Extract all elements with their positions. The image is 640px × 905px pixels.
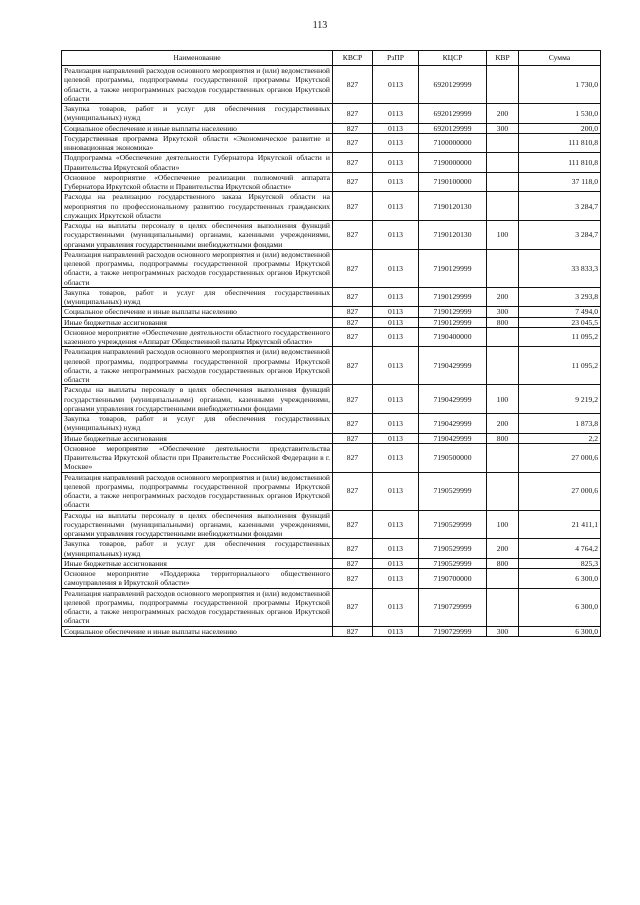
rzpr-cell: 0113 bbox=[373, 104, 419, 124]
table-row bbox=[62, 307, 601, 317]
name-cell: Подпрограмма «Обеспечение деятельности Губернатора Иркутской области и Правительства Иркутской области» bbox=[62, 153, 333, 173]
name-cell: Закупка товаров, работ и услуг для обеспечения государственных (муниципальных) нужд bbox=[62, 539, 333, 559]
kvsr-cell: 827 bbox=[333, 153, 373, 173]
table-row bbox=[62, 133, 601, 153]
rzpr-cell: 0113 bbox=[373, 192, 419, 221]
name-cell: Закупка товаров, работ и услуг для обеспечения государственных (муниципальных) нужд bbox=[62, 287, 333, 307]
rzpr-cell: 0113 bbox=[373, 414, 419, 434]
kvr-cell: 800 bbox=[487, 433, 519, 443]
table-row bbox=[62, 433, 601, 443]
rzpr-cell: 0113 bbox=[373, 327, 419, 347]
table-row bbox=[62, 249, 601, 287]
kvr-cell bbox=[487, 172, 519, 192]
name-cell: Иные бюджетные ассигнования bbox=[62, 317, 333, 327]
sum-cell: 3 293,8 bbox=[519, 287, 601, 307]
table-row bbox=[62, 327, 601, 347]
kvr-cell bbox=[487, 153, 519, 173]
table-row bbox=[62, 588, 601, 626]
kvr-cell: 200 bbox=[487, 539, 519, 559]
kvsr-cell: 827 bbox=[333, 347, 373, 385]
sum-cell: 37 118,0 bbox=[519, 172, 601, 192]
rzpr-cell: 0113 bbox=[373, 307, 419, 317]
kvsr-cell: 827 bbox=[333, 414, 373, 434]
table-row bbox=[62, 317, 601, 327]
kcsr-cell: 7190729999 bbox=[419, 626, 487, 636]
sum-cell: 3 284,7 bbox=[519, 221, 601, 250]
name-cell: Основное мероприятие «Обеспечение деятельности областного государственного казенного учреждения «Аппарат Общественной палаты Иркутской области» bbox=[62, 327, 333, 347]
kvsr-cell: 827 bbox=[333, 385, 373, 414]
rzpr-cell: 0113 bbox=[373, 287, 419, 307]
name-cell: Расходы на реализацию государственного заказа Иркутской области на мероприятия по профессиональному развитию государственных гражданских служащих Иркутской области bbox=[62, 192, 333, 221]
kvsr-cell: 827 bbox=[333, 443, 373, 472]
table-row bbox=[62, 569, 601, 589]
rzpr-cell: 0113 bbox=[373, 433, 419, 443]
kcsr-cell: 7190429999 bbox=[419, 414, 487, 434]
sum-cell: 6 300,0 bbox=[519, 626, 601, 636]
name-cell: Реализация направлений расходов основного мероприятия и (или) ведомственной целевой программы, подпрограммы государственной программы Иркутской области, а также непрограммных расходов государственных органов Иркутской области bbox=[62, 249, 333, 287]
kvr-cell: 100 bbox=[487, 221, 519, 250]
sum-cell: 7 494,0 bbox=[519, 307, 601, 317]
kvsr-cell: 827 bbox=[333, 123, 373, 133]
rzpr-cell: 0113 bbox=[373, 123, 419, 133]
kvr-cell: 200 bbox=[487, 104, 519, 124]
sum-cell: 2,2 bbox=[519, 433, 601, 443]
sum-cell: 23 045,5 bbox=[519, 317, 601, 327]
rzpr-cell: 0113 bbox=[373, 172, 419, 192]
kcsr-cell: 7100000000 bbox=[419, 133, 487, 153]
sum-cell: 825,3 bbox=[519, 558, 601, 568]
kvr-cell bbox=[487, 347, 519, 385]
table-row bbox=[62, 192, 601, 221]
kvsr-cell: 827 bbox=[333, 569, 373, 589]
header-rzpr: РзПР bbox=[373, 51, 419, 66]
sum-cell: 200,0 bbox=[519, 123, 601, 133]
table-row bbox=[62, 539, 601, 559]
kcsr-cell: 6920129999 bbox=[419, 104, 487, 124]
name-cell: Основное мероприятие «Обеспечение деятельности представительства Правительства Иркутской области при Правительстве Российской Федерации в г. Москве» bbox=[62, 443, 333, 472]
table-row bbox=[62, 287, 601, 307]
kvsr-cell: 827 bbox=[333, 539, 373, 559]
sum-cell: 11 095,2 bbox=[519, 347, 601, 385]
sum-cell: 6 300,0 bbox=[519, 569, 601, 589]
kcsr-cell: 7190120130 bbox=[419, 192, 487, 221]
kcsr-cell: 7190529999 bbox=[419, 539, 487, 559]
kcsr-cell: 7190429999 bbox=[419, 347, 487, 385]
kvr-cell: 300 bbox=[487, 307, 519, 317]
name-cell: Иные бюджетные ассигнования bbox=[62, 558, 333, 568]
kvr-cell: 100 bbox=[487, 510, 519, 539]
name-cell: Реализация направлений расходов основного мероприятия и (или) ведомственной целевой программы, подпрограммы государственной программы Иркутской области, а также непрограммных расходов государственных органов Иркутской области bbox=[62, 66, 333, 104]
rzpr-cell: 0113 bbox=[373, 347, 419, 385]
kcsr-cell: 7190400000 bbox=[419, 327, 487, 347]
name-cell: Расходы на выплаты персоналу в целях обеспечения выполнения функций государственными (муниципальными) органами, казенными учреждениями, органами управления государственными внебюджетными фондами bbox=[62, 510, 333, 539]
rzpr-cell: 0113 bbox=[373, 443, 419, 472]
kcsr-cell: 7190429999 bbox=[419, 385, 487, 414]
kvsr-cell: 827 bbox=[333, 104, 373, 124]
kvr-cell bbox=[487, 133, 519, 153]
sum-cell: 6 300,0 bbox=[519, 588, 601, 626]
name-cell: Закупка товаров, работ и услуг для обеспечения государственных (муниципальных) нужд bbox=[62, 104, 333, 124]
kvr-cell bbox=[487, 192, 519, 221]
kvsr-cell: 827 bbox=[333, 558, 373, 568]
table-row bbox=[62, 123, 601, 133]
kcsr-cell: 7190129999 bbox=[419, 287, 487, 307]
rzpr-cell: 0113 bbox=[373, 539, 419, 559]
kvr-cell: 300 bbox=[487, 626, 519, 636]
kvsr-cell: 827 bbox=[333, 133, 373, 153]
rzpr-cell: 0113 bbox=[373, 510, 419, 539]
rzpr-cell: 0113 bbox=[373, 472, 419, 510]
kvr-cell: 800 bbox=[487, 317, 519, 327]
kvsr-cell: 827 bbox=[333, 588, 373, 626]
table-row bbox=[62, 385, 601, 414]
rzpr-cell: 0113 bbox=[373, 133, 419, 153]
kvsr-cell: 827 bbox=[333, 472, 373, 510]
kvsr-cell: 827 bbox=[333, 317, 373, 327]
kvsr-cell: 827 bbox=[333, 192, 373, 221]
header-kvsr: КВСР bbox=[333, 51, 373, 66]
kvr-cell bbox=[487, 327, 519, 347]
name-cell: Реализация направлений расходов основного мероприятия и (или) ведомственной целевой программы, подпрограммы государственной программы Иркутской области, а также непрограммных расходов государственных органов Иркутской области bbox=[62, 588, 333, 626]
kcsr-cell: 7190120130 bbox=[419, 221, 487, 250]
kcsr-cell: 6920129999 bbox=[419, 123, 487, 133]
table-row bbox=[62, 558, 601, 568]
rzpr-cell: 0113 bbox=[373, 221, 419, 250]
sum-cell: 4 764,2 bbox=[519, 539, 601, 559]
kcsr-cell: 7190129999 bbox=[419, 249, 487, 287]
rzpr-cell: 0113 bbox=[373, 569, 419, 589]
name-cell: Реализация направлений расходов основного мероприятия и (или) ведомственной целевой программы, подпрограммы государственной программы Иркутской области, а также непрограммных расходов государственных органов Иркутской области bbox=[62, 472, 333, 510]
sum-cell: 21 411,1 bbox=[519, 510, 601, 539]
kvsr-cell: 827 bbox=[333, 249, 373, 287]
kvr-cell bbox=[487, 588, 519, 626]
name-cell: Закупка товаров, работ и услуг для обеспечения государственных (муниципальных) нужд bbox=[62, 414, 333, 434]
sum-cell: 111 810,8 bbox=[519, 133, 601, 153]
name-cell: Реализация направлений расходов основного мероприятия и (или) ведомственной целевой программы, подпрограммы государственной программы Иркутской области, а также непрограммных расходов государственных органов Иркутской области bbox=[62, 347, 333, 385]
page-number: 113 bbox=[312, 20, 328, 31]
kvr-cell bbox=[487, 472, 519, 510]
sum-cell: 1 873,8 bbox=[519, 414, 601, 434]
rzpr-cell: 0113 bbox=[373, 317, 419, 327]
table-header-row bbox=[62, 51, 601, 66]
table-row bbox=[62, 347, 601, 385]
table-row bbox=[62, 104, 601, 124]
table-row bbox=[62, 510, 601, 539]
budget-table bbox=[61, 50, 601, 637]
kcsr-cell: 7190729999 bbox=[419, 588, 487, 626]
kcsr-cell: 7190129999 bbox=[419, 317, 487, 327]
kvr-cell: 200 bbox=[487, 414, 519, 434]
rzpr-cell: 0113 bbox=[373, 249, 419, 287]
kvr-cell bbox=[487, 443, 519, 472]
kcsr-cell: 7190100000 bbox=[419, 172, 487, 192]
kvsr-cell: 827 bbox=[333, 510, 373, 539]
table-row bbox=[62, 472, 601, 510]
kvsr-cell: 827 bbox=[333, 307, 373, 317]
sum-cell: 3 284,7 bbox=[519, 192, 601, 221]
kvr-cell: 100 bbox=[487, 385, 519, 414]
kvr-cell: 800 bbox=[487, 558, 519, 568]
kcsr-cell: 7190429999 bbox=[419, 433, 487, 443]
sum-cell: 1 730,0 bbox=[519, 66, 601, 104]
kvsr-cell: 827 bbox=[333, 433, 373, 443]
table-row bbox=[62, 414, 601, 434]
rzpr-cell: 0113 bbox=[373, 66, 419, 104]
table-row bbox=[62, 443, 601, 472]
sum-cell: 1 530,0 bbox=[519, 104, 601, 124]
header-kvr: КВР bbox=[487, 51, 519, 66]
kvr-cell: 300 bbox=[487, 123, 519, 133]
table-row bbox=[62, 172, 601, 192]
sum-cell: 111 810,8 bbox=[519, 153, 601, 173]
kcsr-cell: 6920129999 bbox=[419, 66, 487, 104]
table-row bbox=[62, 626, 601, 636]
header-sum: Сумма bbox=[519, 51, 601, 66]
rzpr-cell: 0113 bbox=[373, 385, 419, 414]
sum-cell: 27 000,6 bbox=[519, 443, 601, 472]
table-row bbox=[62, 153, 601, 173]
kcsr-cell: 7190700000 bbox=[419, 569, 487, 589]
kcsr-cell: 7190000000 bbox=[419, 153, 487, 173]
name-cell: Социальное обеспечение и иные выплаты населению bbox=[62, 626, 333, 636]
name-cell: Иные бюджетные ассигнования bbox=[62, 433, 333, 443]
table-row bbox=[62, 221, 601, 250]
rzpr-cell: 0113 bbox=[373, 558, 419, 568]
rzpr-cell: 0113 bbox=[373, 153, 419, 173]
sum-cell: 27 000,6 bbox=[519, 472, 601, 510]
kvr-cell bbox=[487, 569, 519, 589]
name-cell: Расходы на выплаты персоналу в целях обеспечения выполнения функций государственными (муниципальными) органами, казенными учреждениями, органами управления государственными внебюджетными фондами bbox=[62, 385, 333, 414]
header-name: Наименование bbox=[62, 51, 333, 66]
sum-cell: 11 095,2 bbox=[519, 327, 601, 347]
header-kcsr: КЦСР bbox=[419, 51, 487, 66]
kcsr-cell: 7190500000 bbox=[419, 443, 487, 472]
kvr-cell: 200 bbox=[487, 287, 519, 307]
kcsr-cell: 7190529999 bbox=[419, 510, 487, 539]
rzpr-cell: 0113 bbox=[373, 588, 419, 626]
table-row bbox=[62, 66, 601, 104]
kcsr-cell: 7190529999 bbox=[419, 558, 487, 568]
kvsr-cell: 827 bbox=[333, 221, 373, 250]
kvsr-cell: 827 bbox=[333, 327, 373, 347]
name-cell: Социальное обеспечение и иные выплаты населению bbox=[62, 123, 333, 133]
kvsr-cell: 827 bbox=[333, 626, 373, 636]
kcsr-cell: 7190529999 bbox=[419, 472, 487, 510]
name-cell: Основное мероприятие «Поддержка территориального общественного самоуправления в Иркутской области» bbox=[62, 569, 333, 589]
kvsr-cell: 827 bbox=[333, 66, 373, 104]
table-body bbox=[62, 66, 601, 637]
kvr-cell bbox=[487, 66, 519, 104]
name-cell: Социальное обеспечение и иные выплаты населению bbox=[62, 307, 333, 317]
kvsr-cell: 827 bbox=[333, 172, 373, 192]
name-cell: Основное мероприятие «Обеспечение реализации полномочий аппарата Губернатора Иркутской области и Правительства Иркутской области» bbox=[62, 172, 333, 192]
kcsr-cell: 7190129999 bbox=[419, 307, 487, 317]
sum-cell: 9 219,2 bbox=[519, 385, 601, 414]
kvr-cell bbox=[487, 249, 519, 287]
sum-cell: 33 833,3 bbox=[519, 249, 601, 287]
name-cell: Государственная программа Иркутской области «Экономическое развитие и инновационная экономика» bbox=[62, 133, 333, 153]
kvsr-cell: 827 bbox=[333, 287, 373, 307]
rzpr-cell: 0113 bbox=[373, 626, 419, 636]
name-cell: Расходы на выплаты персоналу в целях обеспечения выполнения функций государственными (муниципальными) органами, казенными учреждениями, органами управления государственными внебюджетными фондами bbox=[62, 221, 333, 250]
